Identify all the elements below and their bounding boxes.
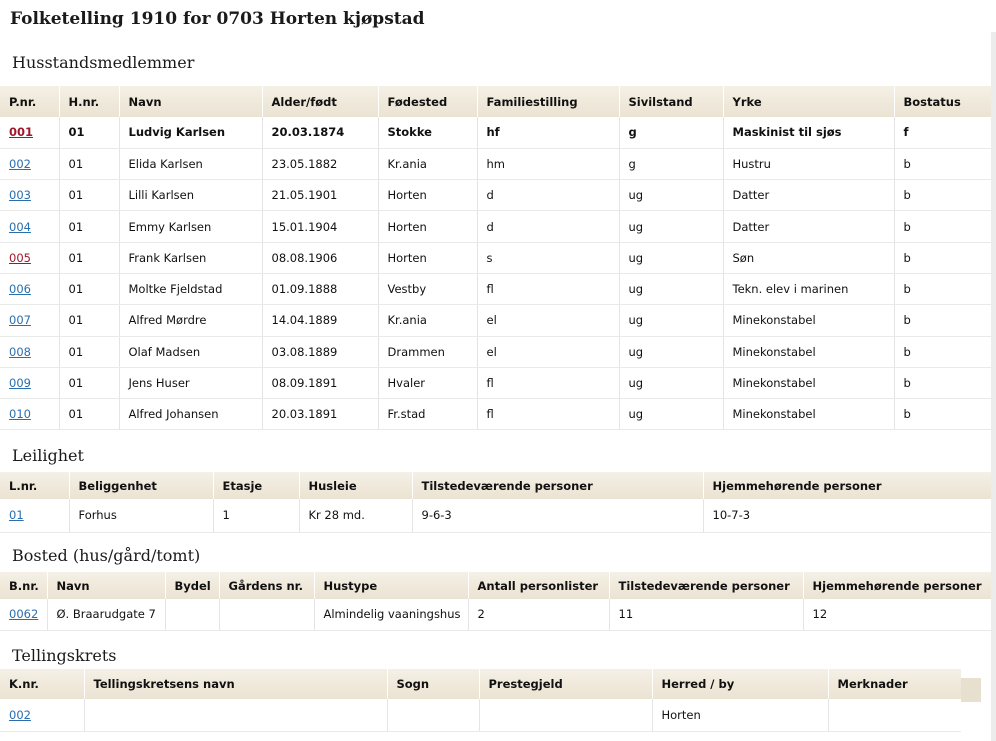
district-header-5: Merknader	[828, 669, 961, 699]
household-header-1: H.nr.	[59, 86, 119, 117]
household-cell: 08.08.1906	[262, 242, 378, 273]
household-cell: fl	[477, 399, 619, 430]
household-cell-id	[0, 273, 59, 304]
apartment-header-5: Hjemmehørende personer	[703, 472, 991, 499]
household-cell: b	[894, 399, 991, 430]
apartment-table	[0, 472, 992, 533]
district-section-title: Tellingskrets	[12, 646, 117, 665]
household-cell: Alfred Mørdre	[119, 305, 262, 336]
household-cell: ug	[619, 336, 723, 367]
apartment-cell: Kr 28 md.	[299, 499, 412, 532]
residence-header-3: Gårdens nr.	[219, 572, 314, 599]
household-cell: Fr.stad	[378, 399, 477, 430]
household-cell: 01	[59, 242, 119, 273]
household-cell-id	[0, 336, 59, 367]
residence-header-6: Tilstedeværende personer	[609, 572, 803, 599]
residence-cell-id	[0, 599, 47, 630]
household-id-link[interactable]: 009	[9, 376, 31, 391]
district-cell	[387, 699, 479, 731]
apartment-section-title: Leilighet	[12, 446, 84, 465]
household-cell: Kr.ania	[378, 305, 477, 336]
household-cell: Alfred Johansen	[119, 399, 262, 430]
household-cell: 01	[59, 367, 119, 398]
household-cell: 21.05.1901	[262, 180, 378, 211]
table-corner-decoration	[961, 678, 981, 702]
household-cell: 01	[59, 336, 119, 367]
household-cell-id	[0, 242, 59, 273]
household-cell: Datter	[723, 180, 894, 211]
household-cell: 08.09.1891	[262, 367, 378, 398]
household-cell: 01	[59, 273, 119, 304]
household-cell: b	[894, 336, 991, 367]
household-cell: g	[619, 117, 723, 148]
household-cell: Elida Karlsen	[119, 148, 262, 179]
apartment-cell: 9-6-3	[412, 499, 703, 532]
district-cell: Horten	[652, 699, 828, 731]
household-cell: Frank Karlsen	[119, 242, 262, 273]
household-cell: ug	[619, 367, 723, 398]
district-cell	[479, 699, 652, 731]
district-table	[0, 669, 962, 732]
household-id-link[interactable]: 008	[9, 344, 31, 359]
household-cell: 01	[59, 399, 119, 430]
residence-header-1: Navn	[47, 572, 165, 599]
residence-row	[0, 599, 991, 630]
residence-header-7: Hjemmehørende personer	[803, 572, 991, 599]
apartment-header-0: L.nr.	[0, 472, 69, 499]
household-cell: 01	[59, 180, 119, 211]
household-section-title: Husstandsmedlemmer	[12, 53, 195, 72]
household-cell: Kr.ania	[378, 148, 477, 179]
household-cell: Datter	[723, 211, 894, 242]
household-cell: Olaf Madsen	[119, 336, 262, 367]
household-cell: Ludvig Karlsen	[119, 117, 262, 148]
district-header-4: Herred / by	[652, 669, 828, 699]
household-cell: Maskinist til sjøs	[723, 117, 894, 148]
household-row	[0, 367, 991, 398]
household-row	[0, 305, 991, 336]
household-cell: 20.03.1891	[262, 399, 378, 430]
household-cell: d	[477, 211, 619, 242]
residence-cell: 11	[609, 599, 803, 630]
household-cell: g	[619, 148, 723, 179]
household-cell: 15.01.1904	[262, 211, 378, 242]
household-cell: 01	[59, 211, 119, 242]
household-cell: ug	[619, 399, 723, 430]
residence-header-5: Antall personlister	[468, 572, 609, 599]
residence-id-link[interactable]: 0062	[9, 607, 39, 622]
household-cell: Minekonstabel	[723, 399, 894, 430]
household-header-3: Alder/født	[262, 86, 378, 117]
household-cell: 01.09.1888	[262, 273, 378, 304]
household-header-7: Yrke	[723, 86, 894, 117]
apartment-cell-id	[0, 499, 69, 532]
household-cell: Horten	[378, 211, 477, 242]
household-cell: ug	[619, 273, 723, 304]
household-cell-id	[0, 148, 59, 179]
household-cell: b	[894, 148, 991, 179]
residence-section-title: Bosted (hus/gård/tomt)	[12, 546, 201, 565]
household-row	[0, 180, 991, 211]
household-cell: fl	[477, 273, 619, 304]
household-cell: ug	[619, 180, 723, 211]
household-cell: ug	[619, 305, 723, 336]
page-title: Folketelling 1910 for 0703 Horten kjøpstad	[10, 9, 425, 29]
district-header-0: K.nr.	[0, 669, 84, 699]
apartment-cell: Forhus	[69, 499, 213, 532]
household-cell: d	[477, 180, 619, 211]
household-cell-id	[0, 305, 59, 336]
household-cell-id	[0, 367, 59, 398]
household-id-link[interactable]: 007	[9, 313, 31, 328]
household-cell-id	[0, 117, 59, 148]
residence-cell: Ø. Braarudgate 7	[47, 599, 165, 630]
household-cell: hf	[477, 117, 619, 148]
household-cell: el	[477, 336, 619, 367]
household-header-8: Bostatus	[894, 86, 991, 117]
residence-table	[0, 572, 992, 631]
household-cell: hm	[477, 148, 619, 179]
household-cell: 03.08.1889	[262, 336, 378, 367]
residence-cell: Almindelig vaaningshus	[314, 599, 468, 630]
household-cell: Tekn. elev i marinen	[723, 273, 894, 304]
household-cell: b	[894, 367, 991, 398]
household-cell: Hustru	[723, 148, 894, 179]
district-id-link[interactable]: 002	[9, 707, 31, 722]
household-id-link[interactable]: 004	[9, 219, 31, 234]
household-cell: Minekonstabel	[723, 336, 894, 367]
household-cell: f	[894, 117, 991, 148]
household-row	[0, 242, 991, 273]
household-id-link[interactable]: 005	[9, 250, 31, 265]
household-cell: Emmy Karlsen	[119, 211, 262, 242]
household-header-5: Familiestilling	[477, 86, 619, 117]
household-cell: fl	[477, 367, 619, 398]
district-cell-id	[0, 699, 84, 731]
household-cell: b	[894, 180, 991, 211]
household-cell: 01	[59, 305, 119, 336]
household-cell: 01	[59, 117, 119, 148]
apartment-row	[0, 499, 991, 532]
apartment-header-2: Etasje	[213, 472, 299, 499]
household-cell: b	[894, 242, 991, 273]
household-table	[0, 86, 992, 430]
household-cell: ug	[619, 211, 723, 242]
household-id-link[interactable]: 002	[9, 156, 31, 171]
residence-cell	[219, 599, 314, 630]
household-cell: 20.03.1874	[262, 117, 378, 148]
household-row	[0, 117, 991, 148]
residence-cell	[165, 599, 219, 630]
apartment-id-link[interactable]: 01	[9, 508, 24, 523]
household-cell: 14.04.1889	[262, 305, 378, 336]
household-cell-id	[0, 180, 59, 211]
residence-cell: 2	[468, 599, 609, 630]
apartment-cell: 1	[213, 499, 299, 532]
apartment-cell: 10-7-3	[703, 499, 991, 532]
residence-header-4: Hustype	[314, 572, 468, 599]
household-cell: 01	[59, 148, 119, 179]
district-header-2: Sogn	[387, 669, 479, 699]
household-header-2: Navn	[119, 86, 262, 117]
household-cell: el	[477, 305, 619, 336]
household-row	[0, 211, 991, 242]
household-id-link[interactable]: 001	[9, 125, 34, 140]
household-cell: Horten	[378, 180, 477, 211]
household-cell: Moltke Fjeldstad	[119, 273, 262, 304]
district-header-3: Prestegjeld	[479, 669, 652, 699]
household-cell: Vestby	[378, 273, 477, 304]
household-cell: Minekonstabel	[723, 367, 894, 398]
household-id-link[interactable]: 006	[9, 282, 31, 297]
residence-header-2: Bydel	[165, 572, 219, 599]
household-cell: b	[894, 273, 991, 304]
household-cell: Minekonstabel	[723, 305, 894, 336]
household-cell: Søn	[723, 242, 894, 273]
residence-cell: 12	[803, 599, 991, 630]
household-cell: Hvaler	[378, 367, 477, 398]
apartment-header-4: Tilstedeværende personer	[412, 472, 703, 499]
apartment-header-3: Husleie	[299, 472, 412, 499]
household-cell: Lilli Karlsen	[119, 180, 262, 211]
household-header-0: P.nr.	[0, 86, 59, 117]
household-cell: Jens Huser	[119, 367, 262, 398]
page-scrollbar[interactable]	[991, 32, 996, 741]
household-header-6: Sivilstand	[619, 86, 723, 117]
household-cell: 23.05.1882	[262, 148, 378, 179]
household-header-4: Fødested	[378, 86, 477, 117]
district-header-1: Tellingskretsens navn	[84, 669, 387, 699]
apartment-header-1: Beliggenhet	[69, 472, 213, 499]
household-cell: s	[477, 242, 619, 273]
household-row	[0, 399, 991, 430]
household-cell-id	[0, 211, 59, 242]
household-cell: ug	[619, 242, 723, 273]
household-id-link[interactable]: 010	[9, 407, 31, 422]
district-row	[0, 699, 961, 731]
household-cell: b	[894, 305, 991, 336]
household-row	[0, 148, 991, 179]
household-cell: Horten	[378, 242, 477, 273]
household-id-link[interactable]: 003	[9, 188, 31, 203]
household-cell: Drammen	[378, 336, 477, 367]
household-cell-id	[0, 399, 59, 430]
household-cell: b	[894, 211, 991, 242]
district-cell	[84, 699, 387, 731]
residence-header-0: B.nr.	[0, 572, 47, 599]
district-cell	[828, 699, 961, 731]
household-row	[0, 273, 991, 304]
household-cell: Stokke	[378, 117, 477, 148]
household-row	[0, 336, 991, 367]
